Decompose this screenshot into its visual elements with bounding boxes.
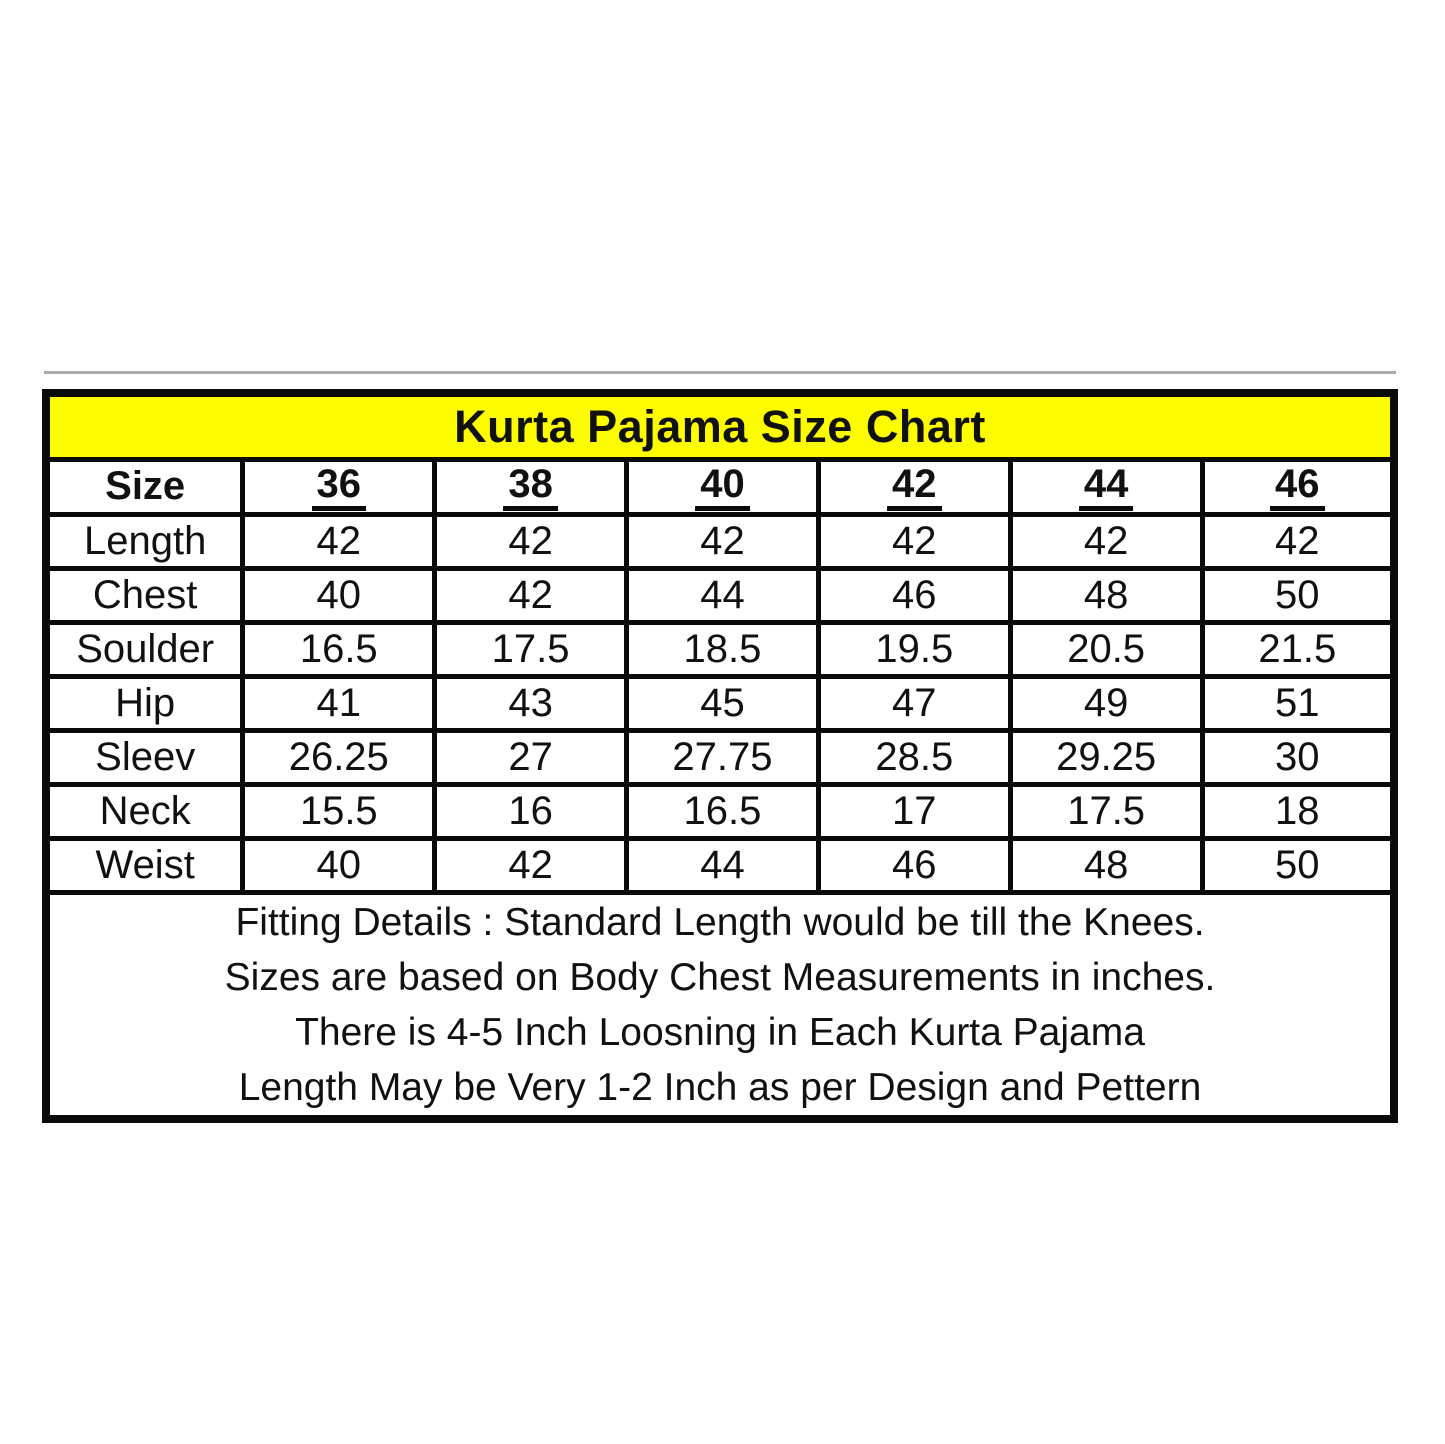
measurement-cell: 51 [1202, 676, 1394, 730]
row-label: Weist [46, 838, 243, 892]
measurement-cell: 42 [627, 514, 819, 568]
measurement-cell: 46 [818, 838, 1010, 892]
measurement-cell: 17 [818, 784, 1010, 838]
column-header-46 [1202, 459, 1394, 514]
measurement-cell: 17.5 [435, 622, 627, 676]
table-row-length [46, 514, 1394, 568]
measurement-cell: 18.5 [627, 622, 819, 676]
measurement-cell: 30 [1202, 730, 1394, 784]
row-label: Sleev [46, 730, 243, 784]
measurement-cell: 49 [1010, 676, 1202, 730]
table-row-sleev [46, 730, 1394, 784]
fitting-note-line: Sizes are based on Body Chest Measurements in inches. [224, 955, 1216, 999]
measurement-cell: 42 [1202, 514, 1394, 568]
measurement-cell: 16.5 [243, 622, 435, 676]
measurement-cell: 18 [1202, 784, 1394, 838]
fitting-note-line: Fitting Details : Standard Length would be till the Knees. [235, 900, 1205, 944]
measurement-cell: 41 [243, 676, 435, 730]
measurement-cell: 50 [1202, 568, 1394, 622]
column-header-40 [627, 459, 819, 514]
fitting-note-line: Length May be Very 1-2 Inch as per Design and Pettern [238, 1065, 1202, 1109]
column-header-38 [435, 459, 627, 514]
measurement-cell: 46 [818, 568, 1010, 622]
table-row-hip [46, 676, 1394, 730]
measurement-cell: 47 [818, 676, 1010, 730]
header-row [46, 459, 1394, 514]
fitting-notes [46, 892, 1394, 1119]
row-label: Neck [46, 784, 243, 838]
fitting-note-line: There is 4-5 Inch Loosning in Each Kurta Pajama [295, 1010, 1145, 1054]
notes-row [46, 892, 1394, 1119]
measurement-cell: 44 [627, 568, 819, 622]
measurement-cell: 42 [435, 838, 627, 892]
top-divider-line [44, 371, 1396, 374]
column-header-label: 40 [695, 464, 750, 511]
title-row [46, 393, 1394, 459]
measurement-cell: 50 [1202, 838, 1394, 892]
measurement-cell: 26.25 [243, 730, 435, 784]
column-header-36 [243, 459, 435, 514]
measurement-cell: 16 [435, 784, 627, 838]
measurement-cell: 48 [1010, 568, 1202, 622]
measurement-cell: 21.5 [1202, 622, 1394, 676]
measurement-cell: 42 [243, 514, 435, 568]
size-chart-title: Kurta Pajama Size Chart [46, 393, 1394, 459]
measurement-cell: 27.75 [627, 730, 819, 784]
measurement-cell: 43 [435, 676, 627, 730]
measurement-cell: 42 [435, 568, 627, 622]
measurement-cell: 28.5 [818, 730, 1010, 784]
measurement-cell: 29.25 [1010, 730, 1202, 784]
column-header-44 [1010, 459, 1202, 514]
measurement-cell: 45 [627, 676, 819, 730]
measurement-cell: 48 [1010, 838, 1202, 892]
table-row-chest [46, 568, 1394, 622]
measurement-cell: 42 [1010, 514, 1202, 568]
column-header-label: 38 [503, 464, 558, 511]
measurement-cell: 20.5 [1010, 622, 1202, 676]
measurement-cell: 19.5 [818, 622, 1010, 676]
measurement-cell: 17.5 [1010, 784, 1202, 838]
column-header-label: 36 [312, 464, 367, 511]
measurement-cell: 42 [435, 514, 627, 568]
column-header-label: 44 [1079, 464, 1134, 511]
row-label: Hip [46, 676, 243, 730]
column-header-size: Size [46, 459, 243, 514]
measurement-cell: 15.5 [243, 784, 435, 838]
measurement-cell: 27 [435, 730, 627, 784]
kurta-pajama-size-chart-table [42, 389, 1398, 1123]
measurement-cell: 16.5 [627, 784, 819, 838]
table-row-soulder [46, 622, 1394, 676]
table-row-neck [46, 784, 1394, 838]
column-header-42 [818, 459, 1010, 514]
column-header-label: 42 [887, 464, 942, 511]
column-header-label: 46 [1270, 464, 1325, 511]
measurement-cell: 40 [243, 568, 435, 622]
measurement-cell: 42 [818, 514, 1010, 568]
measurement-cell: 40 [243, 838, 435, 892]
measurement-cell: 44 [627, 838, 819, 892]
table-row-weist [46, 838, 1394, 892]
row-label: Soulder [46, 622, 243, 676]
row-label: Chest [46, 568, 243, 622]
row-label: Length [46, 514, 243, 568]
